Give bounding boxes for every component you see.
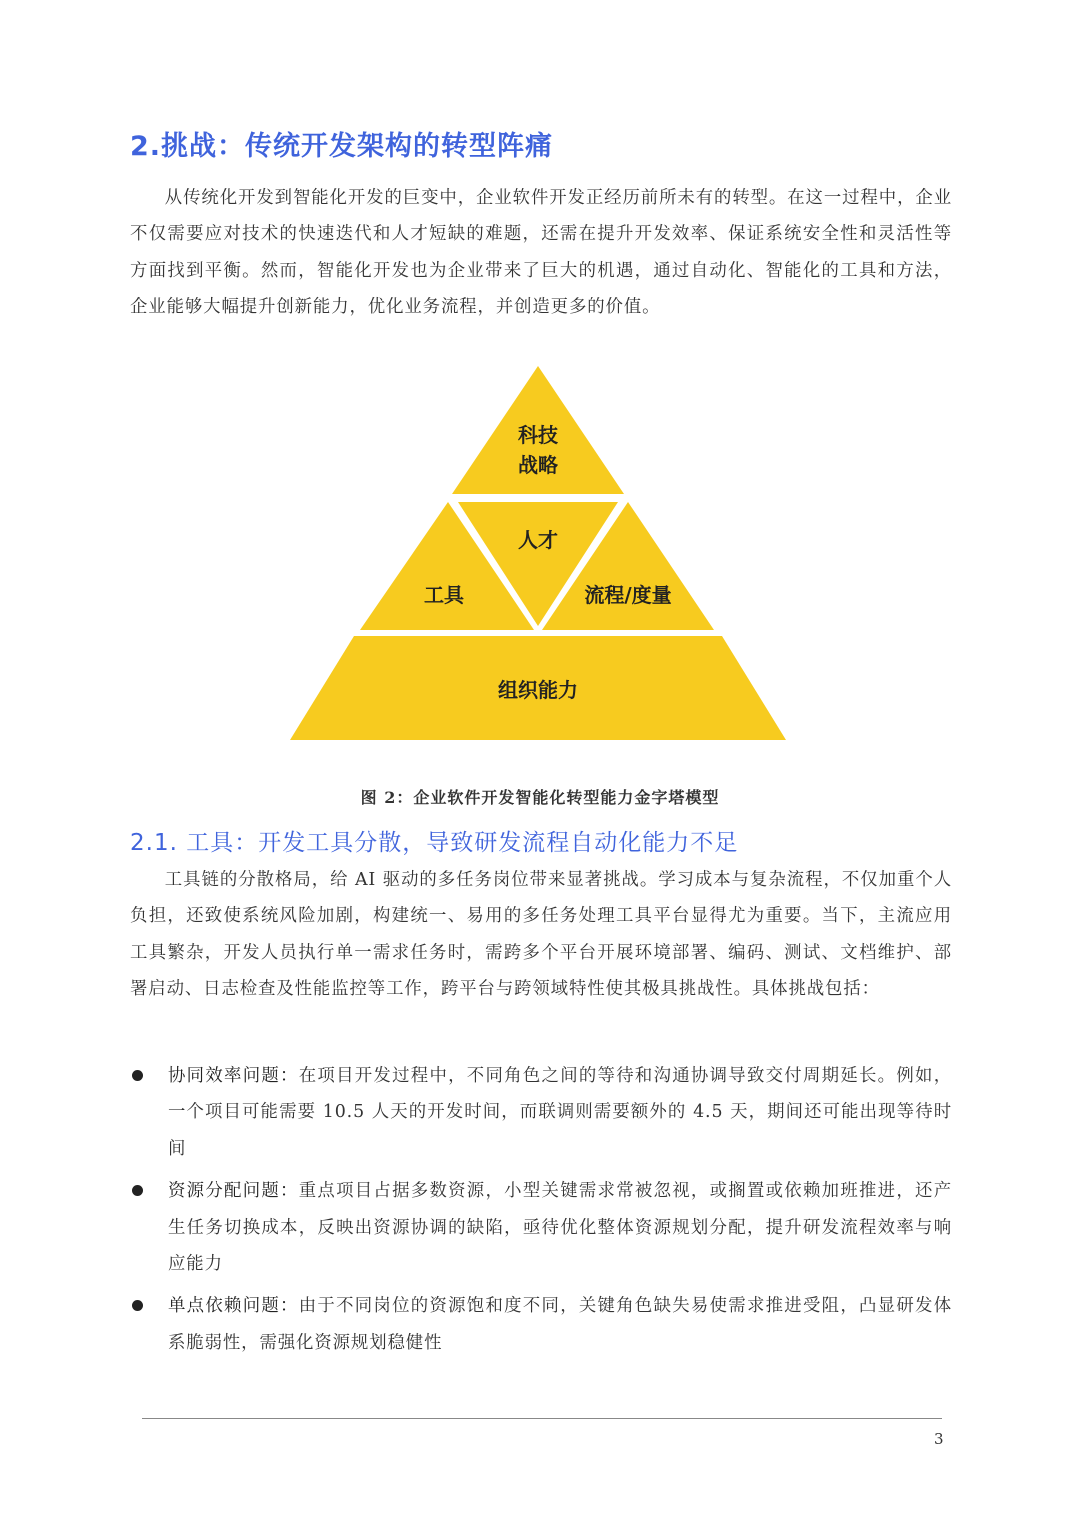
pyramid-label-center: 人才	[518, 528, 558, 552]
pyramid-label-right: 流程/度量	[584, 583, 672, 607]
page-number: 3	[934, 1430, 944, 1448]
figure-caption: 图 2：企业软件开发智能化转型能力金字塔模型	[360, 788, 720, 807]
pyramid-label-left: 工具	[424, 583, 464, 607]
list-item	[130, 1058, 952, 1167]
subsection-title: 2.1. 工具：开发工具分散，导致研发流程自动化能力不足	[130, 830, 739, 856]
list-item	[130, 1173, 952, 1282]
pyramid-label-bottom: 组织能力	[498, 678, 578, 702]
challenge-list	[130, 1058, 952, 1367]
bullet-icon	[132, 1300, 143, 1311]
list-item-term: 资源分配问题：	[168, 1181, 299, 1202]
list-item	[130, 1288, 952, 1361]
pyramid-label-top: 科技 战略	[518, 423, 558, 477]
bullet-icon	[132, 1185, 143, 1196]
section-intro-paragraph: 从传统化开发到智能化开发的巨变中，企业软件开发正经历前所未有的转型。在这一过程中，企业不仅需要应对技术的快速迭代和人才短缺的难题，还需在提升开发效率、保证系统安全性和灵活性等方面找到平衡。然而，智能化开发也为企业带来了巨大的机遇，通过自动化、智能化的工具和方法，企业能够大幅提升创新能力，优化业务流程，并创造更多的价值。	[130, 188, 952, 318]
list-item-text: 由于不同岗位的资源饱和度不同，关键角色缺失易使需求推进受阻，凸显研发体系脆弱性，需强化资源规划稳健性	[168, 1296, 952, 1353]
footer-divider	[142, 1418, 942, 1419]
subsection-intro-paragraph: 工具链的分散格局，给 AI 驱动的多任务岗位带来显著挑战。学习成本与复杂流程，不仅加重个人负担，还致使系统风险加剧，构建统一、易用的多任务处理工具平台显得尤为重要。当下，主流应用工具繁杂，开发人员执行单一需求任务时，需跨多个平台开展环境部署、编码、测试、文档维护、部署启动、日志检查及性能监控等工作，跨平台与跨领域特性使其极具挑战性。具体挑战包括：	[130, 870, 952, 1000]
capability-pyramid-figure	[290, 364, 786, 742]
bullet-icon	[132, 1070, 143, 1081]
list-item-term: 单点依赖问题：	[168, 1296, 299, 1317]
list-item-text: 重点项目占据多数资源，小型关键需求常被忽视，或搁置或依赖加班推进，还产生任务切换成本，反映出资源协调的缺陷，亟待优化整体资源规划分配，提升研发流程效率与响应能力	[168, 1181, 952, 1275]
section-title: 2.挑战：传统开发架构的转型阵痛	[130, 131, 554, 162]
list-item-text: 在项目开发过程中，不同角色之间的等待和沟通协调导致交付周期延长。例如，一个项目可能需要 10.5 人天的开发时间，而联调则需要额外的 4.5 天，期间还可能出现等待时间	[168, 1066, 952, 1159]
list-item-term: 协同效率问题：	[168, 1066, 299, 1086]
